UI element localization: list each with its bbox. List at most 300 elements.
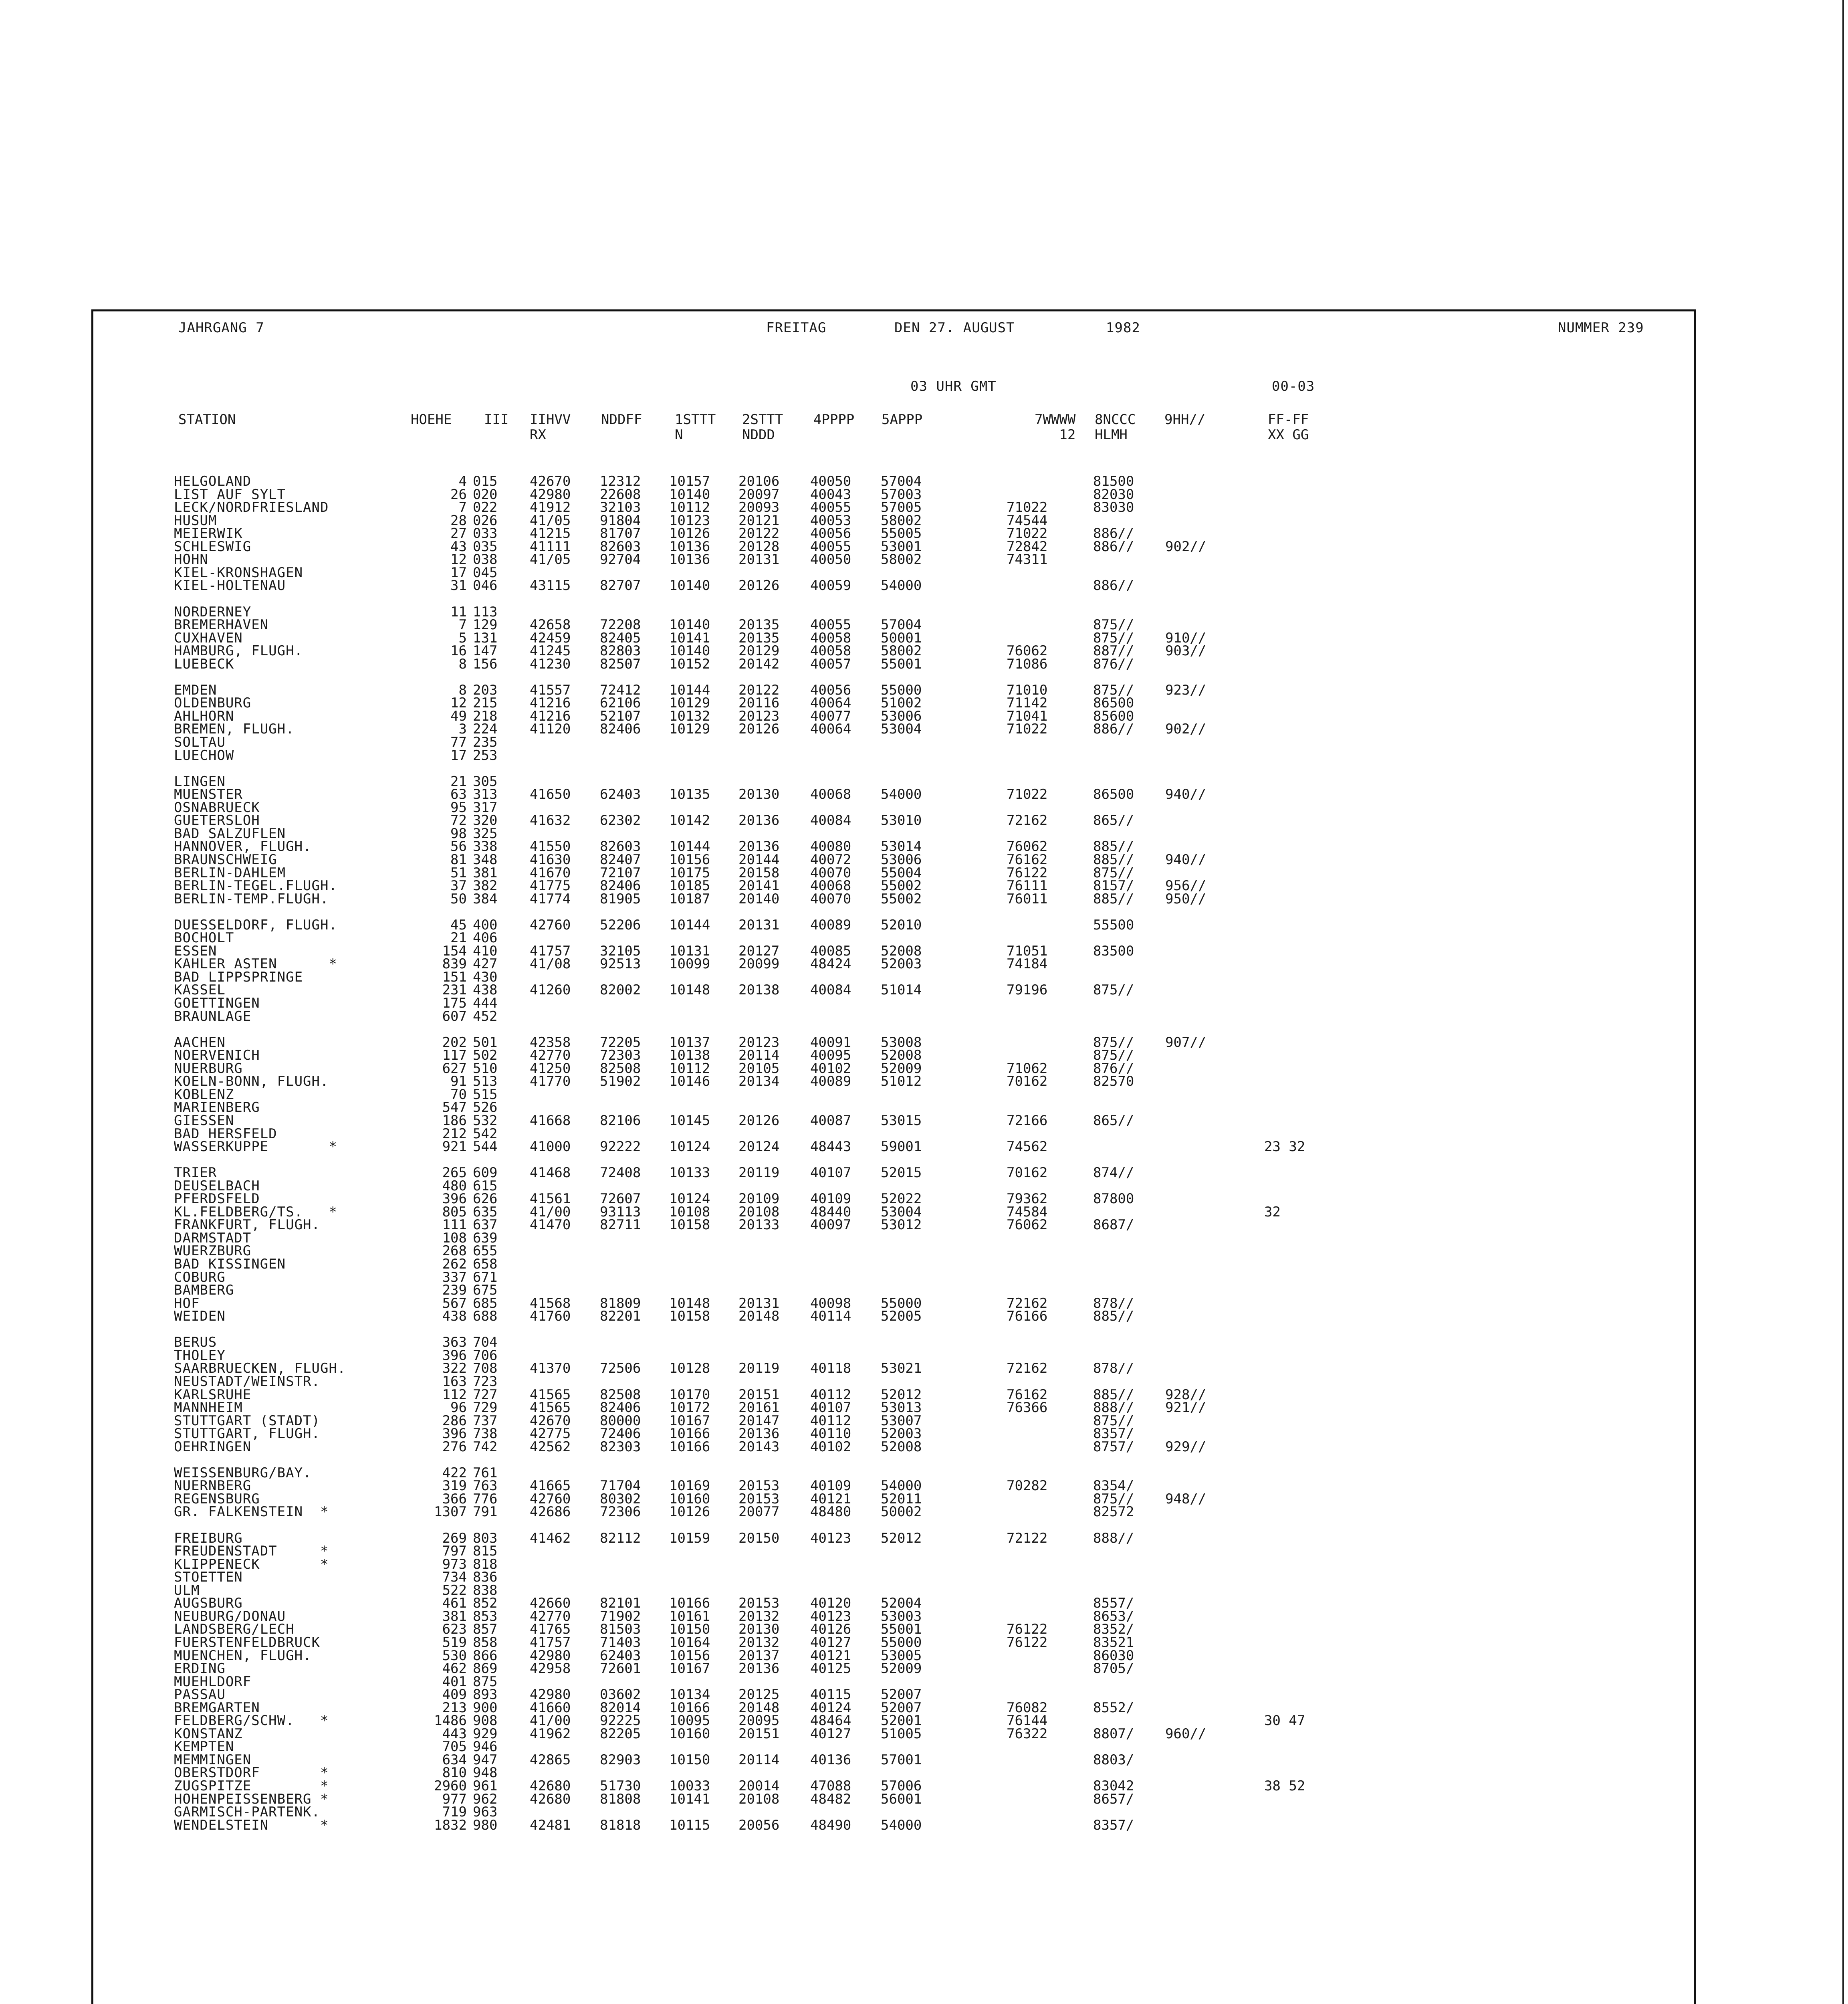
station-value: 82603	[600, 538, 641, 555]
station-value: 41111	[530, 538, 571, 555]
station-value: 41665	[530, 1478, 571, 1494]
station-value: 45	[450, 917, 467, 933]
station-value: 76166	[1007, 1308, 1048, 1325]
station-name: BOCHOLT	[174, 930, 234, 946]
station-value: 72166	[1007, 1112, 1048, 1129]
station-value: 17	[450, 564, 467, 581]
col-header-8nccc: 8NCCC HLMH	[1095, 412, 1136, 443]
station-value: 10140	[669, 486, 710, 503]
station-value: 719	[442, 1804, 467, 1820]
station-value: 224	[473, 721, 498, 737]
station-name: HOHN	[174, 552, 208, 568]
station-value: 276	[442, 1438, 467, 1455]
station-value: 86500	[1093, 695, 1134, 711]
station-value: 40068	[810, 878, 851, 894]
station-value: 20136	[738, 812, 780, 829]
station-value: 532	[473, 1112, 498, 1129]
station-name: NEUSTADT/WEINSTR.	[174, 1373, 320, 1390]
station-value: 40097	[810, 1217, 851, 1233]
station-value: 438	[473, 982, 498, 998]
station-value: 10160	[669, 1491, 710, 1507]
station-name: HAMBURG, FLUGH.	[174, 643, 303, 659]
station-value: 8	[458, 682, 467, 698]
station-value: 20135	[738, 617, 780, 633]
station-value: 885//	[1093, 851, 1134, 868]
station-value: 55000	[881, 682, 922, 698]
station-value: 52011	[881, 1491, 922, 1507]
station-value: 515	[473, 1086, 498, 1103]
station-value: 129	[473, 617, 498, 633]
station-value: 40050	[810, 473, 851, 489]
station-value: 32105	[600, 943, 641, 959]
station-value: 72107	[600, 865, 641, 881]
station-value: 76122	[1007, 865, 1048, 881]
station-value: 705	[442, 1739, 467, 1755]
station-value: 48443	[810, 1139, 851, 1155]
station-value: 82112	[600, 1530, 641, 1546]
station-name: FREUDENSTADT *	[174, 1543, 329, 1560]
station-value: 40102	[810, 1060, 851, 1077]
station-value: 875	[473, 1673, 498, 1690]
station-value: 76111	[1007, 878, 1048, 894]
station-value: 886//	[1093, 578, 1134, 594]
station-value: 20122	[738, 525, 780, 542]
station-value: 98	[450, 825, 467, 842]
station-value: 31	[450, 578, 467, 594]
station-value: 58002	[881, 512, 922, 529]
station-value: 62302	[600, 812, 641, 829]
station-value: 53014	[881, 838, 922, 855]
station-value: 212	[442, 1125, 467, 1142]
station-value: 81905	[600, 891, 641, 907]
station-name: STUTTGART, FLUGH.	[174, 1426, 320, 1442]
station-name: HOHENPEISSENBERG *	[174, 1791, 329, 1807]
station-value: 55002	[881, 891, 922, 907]
station-value: 20138	[738, 982, 780, 998]
station-value: 113	[473, 604, 498, 620]
col-header-ff: FF-FF XX GG	[1268, 412, 1309, 443]
station-value: 727	[473, 1386, 498, 1403]
station-name: KIEL-HOLTENAU	[174, 578, 286, 594]
station-value: 40056	[810, 525, 851, 542]
station-name: BREMEN, FLUGH.	[174, 721, 295, 737]
station-value: 42958	[530, 1661, 571, 1677]
station-value: 52003	[881, 956, 922, 972]
station-value: 82406	[600, 878, 641, 894]
station-value: 734	[442, 1569, 467, 1586]
station-name: AUGSBURG	[174, 1595, 243, 1612]
station-value: 875//	[1093, 1034, 1134, 1050]
station-value: 82002	[600, 982, 641, 998]
station-value: 886//	[1093, 721, 1134, 737]
station-value: 526	[473, 1099, 498, 1116]
station-value: 40095	[810, 1047, 851, 1064]
station-value: 10140	[669, 578, 710, 594]
col-header-nddff: NDDFF	[601, 412, 642, 428]
station-name: KARLSRUHE	[174, 1386, 252, 1403]
station-value: 885//	[1093, 1308, 1134, 1325]
station-value: 8352/	[1093, 1621, 1134, 1638]
station-value: 70	[450, 1086, 467, 1103]
station-value: 41757	[530, 943, 571, 959]
station-name: AACHEN	[174, 1034, 226, 1050]
station-value: 71022	[1007, 525, 1048, 542]
station-value: 48440	[810, 1204, 851, 1220]
station-value: 55001	[881, 1621, 922, 1638]
station-value: 422	[442, 1465, 467, 1481]
station-value: 52012	[881, 1386, 922, 1403]
station-value: 40064	[810, 695, 851, 711]
station-value: 430	[473, 969, 498, 985]
station-value: 76144	[1007, 1713, 1048, 1729]
station-value: 163	[442, 1373, 467, 1390]
station-value: 366	[442, 1491, 467, 1507]
station-value: 10115	[669, 1817, 710, 1833]
station-value: 438	[442, 1308, 467, 1325]
station-value: 10167	[669, 1412, 710, 1429]
station-value: 40072	[810, 851, 851, 868]
station-value: 874//	[1093, 1165, 1134, 1181]
station-value: 348	[473, 851, 498, 868]
station-name: ULM	[174, 1582, 200, 1598]
station-value: 41775	[530, 878, 571, 894]
station-value: 10138	[669, 1047, 710, 1064]
station-value: 80000	[600, 1412, 641, 1429]
station-value: 41550	[530, 838, 571, 855]
station-value: 151	[442, 969, 467, 985]
col-header-2sttt: 2STTT NDDD	[742, 412, 783, 443]
station-value: 83521	[1093, 1634, 1134, 1650]
station-name: COBURG	[174, 1269, 226, 1285]
station-value: 522	[442, 1582, 467, 1598]
station-value: 502	[473, 1047, 498, 1064]
station-value: 40136	[810, 1751, 851, 1768]
station-value: 20125	[738, 1687, 780, 1703]
station-value: 10141	[669, 630, 710, 646]
station-value: 8	[458, 656, 467, 672]
station-value: 41/05	[530, 512, 571, 529]
station-value: 7	[458, 499, 467, 516]
station-value: 20056	[738, 1817, 780, 1833]
station-value: 20142	[738, 656, 780, 672]
station-name: STUTTGART (STADT)	[174, 1412, 320, 1429]
station-value: 10160	[669, 1725, 710, 1742]
station-value: 82205	[600, 1725, 641, 1742]
station-value: 20106	[738, 473, 780, 489]
station-value: 12312	[600, 473, 641, 489]
station-name: MARIENBERG	[174, 1099, 260, 1116]
station-value: 40127	[810, 1634, 851, 1650]
station-value: 022	[473, 499, 498, 516]
station-value: 74584	[1007, 1204, 1048, 1220]
station-value: 81808	[600, 1791, 641, 1807]
station-value: 40070	[810, 865, 851, 881]
station-name: BREMGARTEN	[174, 1699, 260, 1716]
station-value: 57006	[881, 1778, 922, 1794]
station-value: 655	[473, 1243, 498, 1259]
station-value: 92704	[600, 552, 641, 568]
station-name: MANNHEIM	[174, 1400, 243, 1416]
station-value: 17	[450, 747, 467, 764]
station-value: 52005	[881, 1308, 922, 1325]
station-value: 20153	[738, 1595, 780, 1612]
station-value: 41630	[530, 851, 571, 868]
station-value: 82803	[600, 643, 641, 659]
station-name: STOETTEN	[174, 1569, 243, 1586]
station-value: 20132	[738, 1634, 780, 1650]
station-value: 20141	[738, 878, 780, 894]
station-value: 40114	[810, 1308, 851, 1325]
station-value: 71403	[600, 1634, 641, 1650]
station-value: 57005	[881, 499, 922, 516]
station-value: 51005	[881, 1725, 922, 1742]
station-name: DUESSELDORF, FLUGH.	[174, 917, 337, 933]
station-value: 42562	[530, 1438, 571, 1455]
station-value: 886//	[1093, 525, 1134, 542]
station-value: 626	[473, 1191, 498, 1207]
station-value: 20126	[738, 721, 780, 737]
station-value: 20151	[738, 1725, 780, 1742]
station-name: MEMMINGEN	[174, 1751, 252, 1768]
station-value: 81503	[600, 1621, 641, 1638]
station-value: 20133	[738, 1217, 780, 1233]
station-value: 41912	[530, 499, 571, 516]
station-value: 57004	[881, 617, 922, 633]
station-value: 117	[442, 1047, 467, 1064]
station-value: 70162	[1007, 1073, 1048, 1090]
station-value: 20105	[738, 1060, 780, 1077]
station-value: 40055	[810, 499, 851, 516]
station-value: 960//	[1165, 1725, 1206, 1742]
station-value: 10129	[669, 695, 710, 711]
station-value: 20129	[738, 643, 780, 659]
station-value: 49	[450, 708, 467, 724]
station-value: 55002	[881, 878, 922, 894]
station-name: WEIDEN	[174, 1308, 226, 1325]
station-value: 609	[473, 1165, 498, 1181]
station-value: 72506	[600, 1360, 641, 1377]
station-value: 320	[473, 812, 498, 829]
station-value: 444	[473, 995, 498, 1011]
station-value: 961	[473, 1778, 498, 1794]
station-value: 82303	[600, 1438, 641, 1455]
station-value: 41962	[530, 1725, 571, 1742]
station-value: 71086	[1007, 656, 1048, 672]
station-value: 921//	[1165, 1400, 1206, 1416]
station-value: 977	[442, 1791, 467, 1807]
station-value: 215	[473, 695, 498, 711]
station-value: 81	[450, 851, 467, 868]
station-value: 71142	[1007, 695, 1048, 711]
station-value: 41760	[530, 1308, 571, 1325]
station-value: 615	[473, 1178, 498, 1194]
station-value: 40112	[810, 1386, 851, 1403]
station-value: 20114	[738, 1047, 780, 1064]
station-value: 41765	[530, 1621, 571, 1638]
station-value: 20140	[738, 891, 780, 907]
station-value: 940//	[1165, 851, 1206, 868]
station-name: SOLTAU	[174, 734, 226, 750]
station-value: 10161	[669, 1608, 710, 1624]
station-name: AHLHORN	[174, 708, 234, 724]
observation-time: 03 UHR GMT	[910, 378, 997, 394]
col-header-hoehe: HOEHE	[411, 412, 452, 428]
station-value: 20109	[738, 1191, 780, 1207]
station-value: 886//	[1093, 538, 1134, 555]
station-value: 81500	[1093, 473, 1134, 489]
station-value: 53015	[881, 1112, 922, 1129]
station-name: SCHLESWIG	[174, 538, 252, 555]
station-value: 83030	[1093, 499, 1134, 516]
col-header-9hh: 9HH//	[1164, 412, 1206, 428]
station-value: 203	[473, 682, 498, 698]
station-value: 8354/	[1093, 1478, 1134, 1494]
station-name: MUENCHEN, FLUGH.	[174, 1647, 312, 1664]
station-value: 10146	[669, 1073, 710, 1090]
station-value: 76062	[1007, 643, 1048, 659]
station-value: 40091	[810, 1034, 851, 1050]
station-value: 92225	[600, 1713, 641, 1729]
station-value: 41557	[530, 682, 571, 698]
station-value: 41/05	[530, 552, 571, 568]
station-value: 53021	[881, 1360, 922, 1377]
station-value: 384	[473, 891, 498, 907]
station-value: 319	[442, 1478, 467, 1494]
station-value: 74544	[1007, 512, 1048, 529]
station-value: 738	[473, 1426, 498, 1442]
station-value: 213	[442, 1699, 467, 1716]
station-value: 83042	[1093, 1778, 1134, 1794]
station-value: 42660	[530, 1595, 571, 1612]
col-header-4pppp: 4PPPP	[813, 412, 855, 428]
station-value: 40107	[810, 1165, 851, 1181]
station-value: 41670	[530, 865, 571, 881]
station-value: 40107	[810, 1400, 851, 1416]
station-value: 10175	[669, 865, 710, 881]
station-value: 10150	[669, 1751, 710, 1768]
station-value: 42770	[530, 1608, 571, 1624]
station-value: 58002	[881, 643, 922, 659]
station-value: 10144	[669, 682, 710, 698]
station-value: 3	[458, 721, 467, 737]
station-value: 21	[450, 930, 467, 946]
station-name: DEUSELBACH	[174, 1178, 260, 1194]
station-value: 510	[473, 1060, 498, 1077]
station-value: 71010	[1007, 682, 1048, 698]
station-value: 82508	[600, 1060, 641, 1077]
jahrgang-label: JAHRGANG 7	[178, 320, 264, 336]
station-value: 10166	[669, 1438, 710, 1455]
station-value: 20153	[738, 1491, 780, 1507]
station-value: 40121	[810, 1491, 851, 1507]
station-value: 10166	[669, 1699, 710, 1716]
station-value: 410	[473, 943, 498, 959]
station-value: 10156	[669, 1647, 710, 1664]
station-value: 046	[473, 578, 498, 594]
station-value: 1307	[434, 1504, 467, 1520]
station-value: 10137	[669, 1034, 710, 1050]
station-value: 325	[473, 825, 498, 842]
station-value: 400	[473, 917, 498, 933]
station-name: BERLIN-DAHLEM	[174, 865, 286, 881]
station-value: 52012	[881, 1530, 922, 1546]
station-value: 41230	[530, 656, 571, 672]
station-value: 40123	[810, 1608, 851, 1624]
station-value: 76162	[1007, 1386, 1048, 1403]
station-name: WEISSENBURG/BAY.	[174, 1465, 312, 1481]
station-name: KAHLER ASTEN *	[174, 956, 337, 972]
station-value: 71022	[1007, 499, 1048, 516]
station-value: 72303	[600, 1047, 641, 1064]
day-label: FREITAG	[766, 320, 827, 336]
col-header-5appp: 5APPP	[882, 412, 923, 428]
station-value: 10124	[669, 1191, 710, 1207]
station-value: 20123	[738, 1034, 780, 1050]
station-value: 87800	[1093, 1191, 1134, 1207]
station-value: 8757/	[1093, 1438, 1134, 1455]
station-value: 8657/	[1093, 1791, 1134, 1807]
station-value: 57004	[881, 473, 922, 489]
station-value: 8653/	[1093, 1608, 1134, 1624]
station-value: 72162	[1007, 812, 1048, 829]
station-name: NUERNBERG	[174, 1478, 252, 1494]
issue-number: NUMMER 239	[1558, 320, 1644, 336]
station-value: 30 47	[1264, 1713, 1305, 1729]
station-value: 51014	[881, 982, 922, 998]
station-name: BREMERHAVEN	[174, 617, 269, 633]
station-value: 20108	[738, 1204, 780, 1220]
col-header-station: STATION	[178, 412, 236, 428]
station-name: KL.FELDBERG/TS. *	[174, 1204, 337, 1220]
station-value: 41561	[530, 1191, 571, 1207]
station-value: 55005	[881, 525, 922, 542]
station-value: 42680	[530, 1778, 571, 1794]
station-value: 8687/	[1093, 1217, 1134, 1233]
station-value: 41470	[530, 1217, 571, 1233]
station-value: 40121	[810, 1647, 851, 1664]
station-value: 51730	[600, 1778, 641, 1794]
station-value: 8357/	[1093, 1817, 1134, 1833]
station-value: 131	[473, 630, 498, 646]
station-value: 875//	[1093, 865, 1134, 881]
station-value: 63	[450, 786, 467, 803]
station-value: 40110	[810, 1426, 851, 1442]
station-value: 72205	[600, 1034, 641, 1050]
station-value: 852	[473, 1595, 498, 1612]
station-value: 239	[442, 1282, 467, 1299]
station-value: 42358	[530, 1034, 571, 1050]
station-value: 20137	[738, 1647, 780, 1664]
station-name: LUEBECK	[174, 656, 234, 672]
station-name: LANDSBERG/LECH	[174, 1621, 295, 1638]
station-value: 8357/	[1093, 1426, 1134, 1442]
station-value: 72162	[1007, 1360, 1048, 1377]
station-value: 74562	[1007, 1139, 1048, 1155]
station-value: 20123	[738, 708, 780, 724]
station-value: 973	[442, 1556, 467, 1572]
station-name: LINGEN	[174, 773, 226, 790]
station-value: 41260	[530, 982, 571, 998]
station-name: BRAUNLAGE	[174, 1008, 252, 1024]
station-value: 54000	[881, 786, 922, 803]
station-value: 10126	[669, 525, 710, 542]
station-value: 20131	[738, 552, 780, 568]
station-value: 53001	[881, 538, 922, 555]
station-value: 045	[473, 564, 498, 581]
page-edge-line	[1842, 0, 1844, 2004]
station-value: 729	[473, 1400, 498, 1416]
station-value: 20134	[738, 1073, 780, 1090]
